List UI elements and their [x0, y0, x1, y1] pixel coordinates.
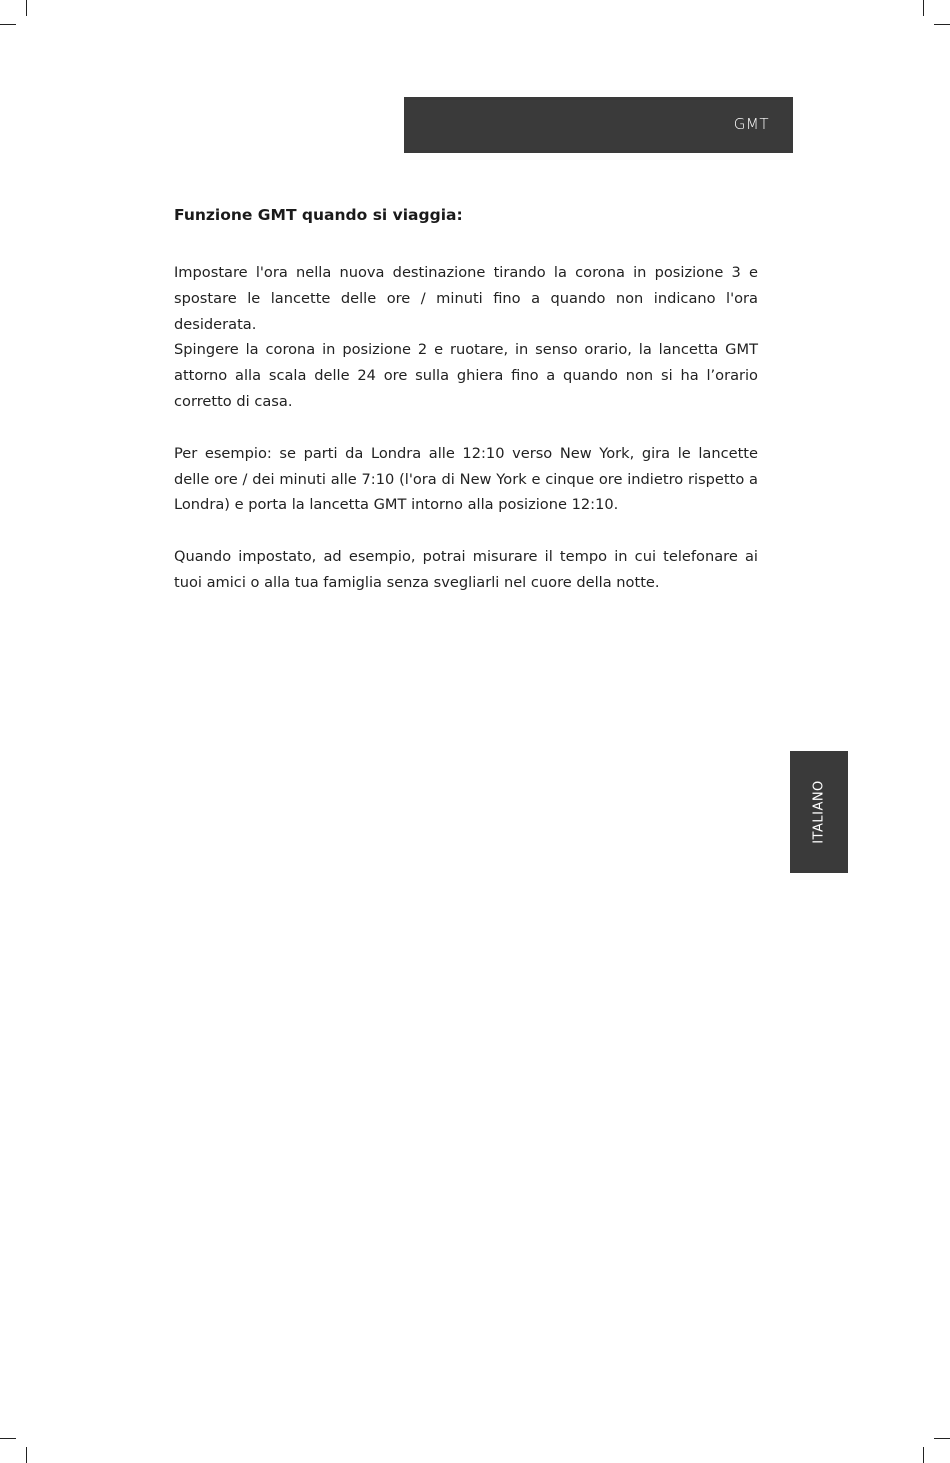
crop-mark	[934, 1438, 950, 1439]
paragraph-set-time: Impostare l'ora nella nuova destinazione tirando la corona in posizione 3 e spostare le lancette delle ore / minuti fino a quando non indicano l'ora desiderata.	[174, 264, 758, 333]
crop-mark	[923, 0, 924, 16]
crop-mark	[923, 1447, 924, 1463]
paragraph-example: Per esempio: se parti da Londra alle 12:10 verso New York, gira le lancette delle ore / dei minuti alle 7:10 (l'ora di New York e cinque ore indietro rispetto a Londra) e porta la lancetta GMT intorno alla posizione 12:10.	[174, 444, 758, 514]
header-bar	[404, 97, 793, 153]
main-content	[174, 202, 758, 596]
spacer	[174, 415, 758, 441]
language-label: ITALIANO	[811, 780, 827, 844]
crop-mark	[26, 0, 27, 16]
paragraph-set-gmt: Spingere la corona in posizione 2 e ruotare, in senso orario, la lancetta GMT attorno alla scala delle 24 ore sulla ghiera fino a quando non si ha l’orario corretto di casa.	[174, 341, 758, 410]
crop-mark	[0, 1438, 16, 1439]
language-tab	[790, 751, 848, 873]
crop-mark	[934, 24, 950, 25]
crop-mark	[0, 24, 16, 25]
paragraph-usage: Quando impostato, ad esempio, potrai misurare il tempo in cui telefonare ai tuoi amici o alla tua famiglia senza svegliarli nel cuore della notte.	[174, 548, 758, 591]
crop-mark	[26, 1447, 27, 1463]
page-title: GMT	[733, 115, 769, 133]
section-title: Funzione GMT quando si viaggia:	[174, 206, 463, 224]
spacer	[174, 518, 758, 544]
